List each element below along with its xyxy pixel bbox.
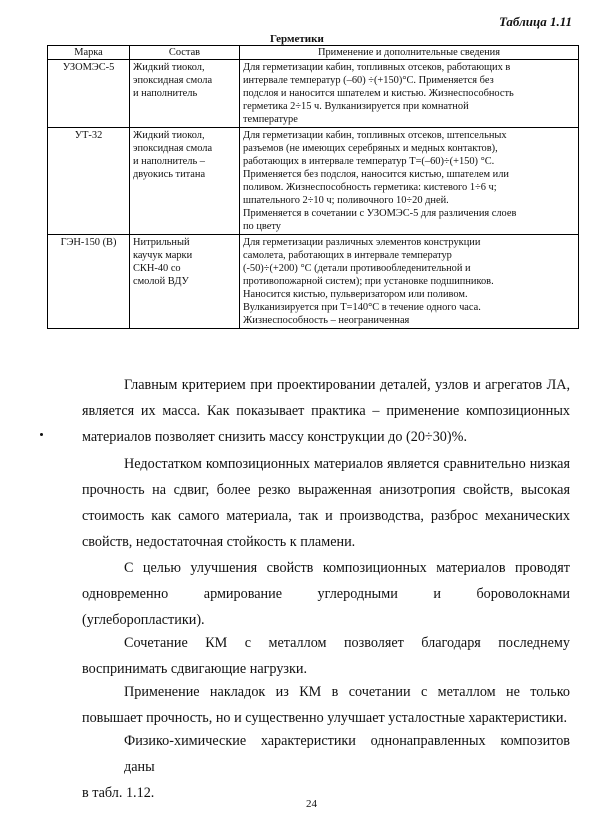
text-line: в табл. 1.12. bbox=[82, 785, 155, 801]
sealants-table bbox=[47, 45, 579, 329]
text-line: Сочетание КМ с металлом позволяет благодаря последнему bbox=[124, 635, 570, 651]
scan-speck bbox=[40, 433, 43, 436]
text-line: Жидкий тиокол, bbox=[133, 130, 205, 141]
column-header-usage: Применение и дополнительные сведения bbox=[240, 46, 579, 60]
text-line: и наполнитель – bbox=[133, 156, 205, 167]
text-line: работающих в интервале температур Т=(–60)÷(+150) °С. bbox=[243, 156, 495, 167]
text-line: и наполнитель bbox=[133, 88, 198, 99]
text-line: является их масса. Как показывает практика – применение композиционных bbox=[82, 403, 570, 419]
text-line: С целью улучшения свойств композиционных материалов проводят bbox=[124, 560, 570, 576]
text-line: Для герметизации кабин, топливных отсеков, работающих в bbox=[243, 62, 511, 73]
text-line: свойств, недостаточная стойкость к пламени. bbox=[82, 534, 356, 550]
cell-usage bbox=[240, 128, 579, 235]
text-line: интервале температур (–60) ÷(+150)°С. Применяется без bbox=[243, 75, 494, 86]
paragraph-table-reference bbox=[82, 728, 570, 806]
page-number: 24 bbox=[306, 798, 317, 810]
table-header-row bbox=[48, 46, 579, 60]
text-line: Недостатком композиционных материалов является сравнительно низкая bbox=[124, 456, 570, 472]
column-header-composition: Состав bbox=[130, 46, 240, 60]
text-line: Применение накладок из КМ в сочетании с металлом не только bbox=[124, 684, 570, 700]
table-row bbox=[48, 235, 579, 329]
text-line: подслоя и наносится шпателем и кистью. Жизнеспособность bbox=[243, 88, 514, 99]
paragraph-overlays bbox=[82, 679, 570, 731]
table-title: Герметики bbox=[270, 33, 324, 45]
cell-composition bbox=[130, 128, 240, 235]
cell-composition bbox=[130, 235, 240, 329]
text-line: (углеборопластики). bbox=[82, 612, 205, 628]
paragraph-metal-combination bbox=[82, 630, 570, 682]
text-line: Нитрильный bbox=[133, 237, 190, 248]
text-line: (-50)÷(+200) °С (детали противообледенительной и bbox=[243, 263, 471, 274]
cell-mark: УТ-32 bbox=[48, 128, 130, 235]
text-line: Жидкий тиокол, bbox=[133, 62, 205, 73]
paragraph-drawbacks bbox=[82, 451, 570, 555]
text-line: по цвету bbox=[243, 221, 281, 232]
cell-usage bbox=[240, 235, 579, 329]
text-line: прочность на сдвиг, более резко выраженная анизотропия свойств, высокая bbox=[82, 482, 570, 498]
text-line: Главным критерием при проектировании деталей, узлов и агрегатов ЛА, bbox=[124, 377, 570, 393]
cell-mark: УЗОМЭС-5 bbox=[48, 60, 130, 128]
text-line: эпоксидная смола bbox=[133, 143, 213, 154]
text-line: эпоксидная смола bbox=[133, 75, 213, 86]
table-row bbox=[48, 128, 579, 235]
text-line: Для герметизации кабин, топливных отсеков, штепсельных bbox=[243, 130, 507, 141]
text-line: разъемов (не имеющих серебряных и медных контактов), bbox=[243, 143, 498, 154]
text-line: Наносится кистью, пульверизатором или поливом. bbox=[243, 289, 468, 300]
cell-composition bbox=[130, 60, 240, 128]
text-line: каучук марки bbox=[133, 250, 193, 261]
text-line: повышает прочность, но и существенно улучшает усталостные характеристики. bbox=[82, 710, 568, 726]
text-line: поливом. Жизнеспособность герметика: кистевого 1÷6 ч; bbox=[243, 182, 497, 193]
paragraph-mass-criterion bbox=[82, 372, 570, 450]
text-line: Жизнеспособность – неограниченная bbox=[243, 315, 410, 326]
text-line: Физико-химические характеристики однонаправленных композитов даны bbox=[124, 733, 570, 775]
text-line: противопожарной систем); при установке подшипников. bbox=[243, 276, 494, 287]
cell-usage bbox=[240, 60, 579, 128]
text-line: воспринимать сдвигающие нагрузки. bbox=[82, 661, 308, 677]
column-header-mark: Марка bbox=[48, 46, 130, 60]
text-line: температуре bbox=[243, 114, 298, 125]
text-line: одновременно армирование углеродными и бороволокнами bbox=[82, 586, 570, 602]
text-line: самолета, работающих в интервале температур bbox=[243, 250, 452, 261]
text-line: Вулканизируется при Т=140°С в течение одного часа. bbox=[243, 302, 481, 313]
cell-mark: ГЭН-150 (В) bbox=[48, 235, 130, 329]
paragraph-reinforcement bbox=[82, 555, 570, 633]
text-line: герметика 2÷15 ч. Вулканизируется при комнатной bbox=[243, 101, 469, 112]
text-line: двуокись титана bbox=[133, 169, 206, 180]
text-line: смолой ВДУ bbox=[133, 276, 189, 287]
table-caption: Таблица 1.11 bbox=[498, 14, 572, 29]
text-line: Применяется в сочетании с УЗОМЭС-5 для различения слоев bbox=[243, 208, 517, 219]
text-line: Применяется без подслоя, наносится кистью, шпателем или bbox=[243, 169, 509, 180]
text-line: материалов позволяет снизить массу конструкции до (20÷30)%. bbox=[82, 429, 467, 445]
text-line: Для герметизации различных элементов конструкции bbox=[243, 237, 481, 248]
text-line: шпательного 2÷10 ч; поливочного 10÷20 дней. bbox=[243, 195, 449, 206]
table-row bbox=[48, 60, 579, 128]
text-line: стоимость как самого материала, так и производства, разброс механических bbox=[82, 508, 570, 524]
text-line: СКН-40 со bbox=[133, 263, 181, 274]
